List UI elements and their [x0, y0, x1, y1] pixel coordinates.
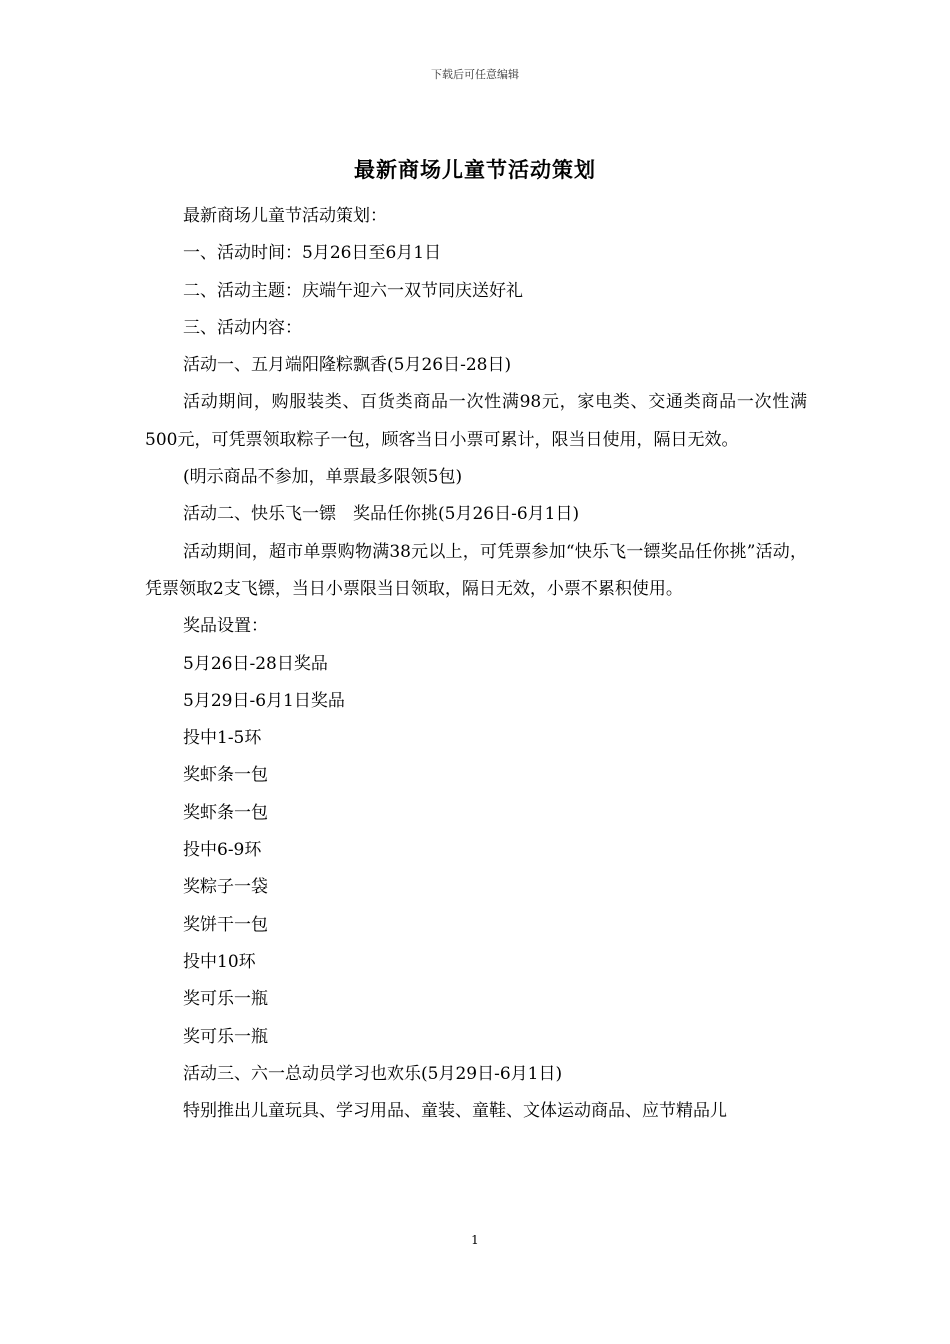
paragraph-prize-item: 奖虾条一包 [183, 765, 268, 786]
paragraph-prize-tier-two: 投中6-9环 [183, 840, 262, 861]
paragraph-prize-item: 奖粽子一袋 [183, 877, 268, 898]
paragraph-prize-item: 奖可乐一瓶 [183, 989, 268, 1010]
document-body [145, 198, 807, 1130]
paragraph-prize-item: 奖可乐一瓶 [183, 1026, 268, 1047]
paragraph-activity-one-note: (明示商品不参加，单票最多限领5包) [183, 467, 463, 488]
page-header-note: 下载后可任意编辑 [431, 68, 519, 81]
paragraph-intro: 最新商场儿童节活动策划： [183, 206, 387, 226]
document-title: 最新商场儿童节活动策划 [354, 157, 596, 182]
paragraph-activity-three-heading: 活动三、六一总动员学习也欢乐(5月29日-6月1日) [183, 1063, 563, 1084]
page-number: 1 [471, 1233, 479, 1247]
paragraph-activity-time: 一、活动时间：5月26日至6月1日 [183, 243, 442, 264]
paragraph-prize-period-two: 5月29日-6月1日奖品 [183, 690, 345, 711]
paragraph-prize-item: 奖虾条一包 [183, 802, 268, 823]
paragraph-activity-three-detail: 特别推出儿童玩具、学习用品、童装、童鞋、文体运动商品、应节精品儿 [183, 1101, 727, 1122]
paragraph-activity-one-heading: 活动一、五月端阳隆粽飘香(5月26日-28日) [183, 355, 512, 376]
paragraph-prize-period-one: 5月26日-28日奖品 [183, 653, 328, 674]
paragraph-activity-content-heading: 三、活动内容： [183, 317, 302, 338]
paragraph-prize-tier-one: 投中1-5环 [183, 728, 262, 749]
paragraph-activity-theme: 二、活动主题：庆端午迎六一双节同庆送好礼 [183, 280, 523, 301]
paragraph-activity-two-detail: 活动期间，超市单票购物满38元以上，可凭票参加“快乐飞一镖奖品任你挑”活动，凭票领取2支飞镖，当日小票限当日领取，隔日无效，小票不累积使用。 [145, 541, 807, 599]
paragraph-prize-tier-three: 投中10环 [183, 951, 256, 972]
paragraph-prize-item: 奖饼干一包 [183, 914, 268, 935]
paragraph-prize-settings: 奖品设置： [183, 616, 268, 637]
paragraph-activity-two-heading: 活动二、快乐飞一镖 奖品任你挑(5月26日-6月1日) [183, 504, 580, 525]
paragraph-activity-one-detail: 活动期间，购服装类、百货类商品一次性满98元，家电类、交通类商品一次性满500元，可凭票领取粽子一包，顾客当日小票可累计，限当日使用，隔日无效。 [145, 392, 807, 450]
